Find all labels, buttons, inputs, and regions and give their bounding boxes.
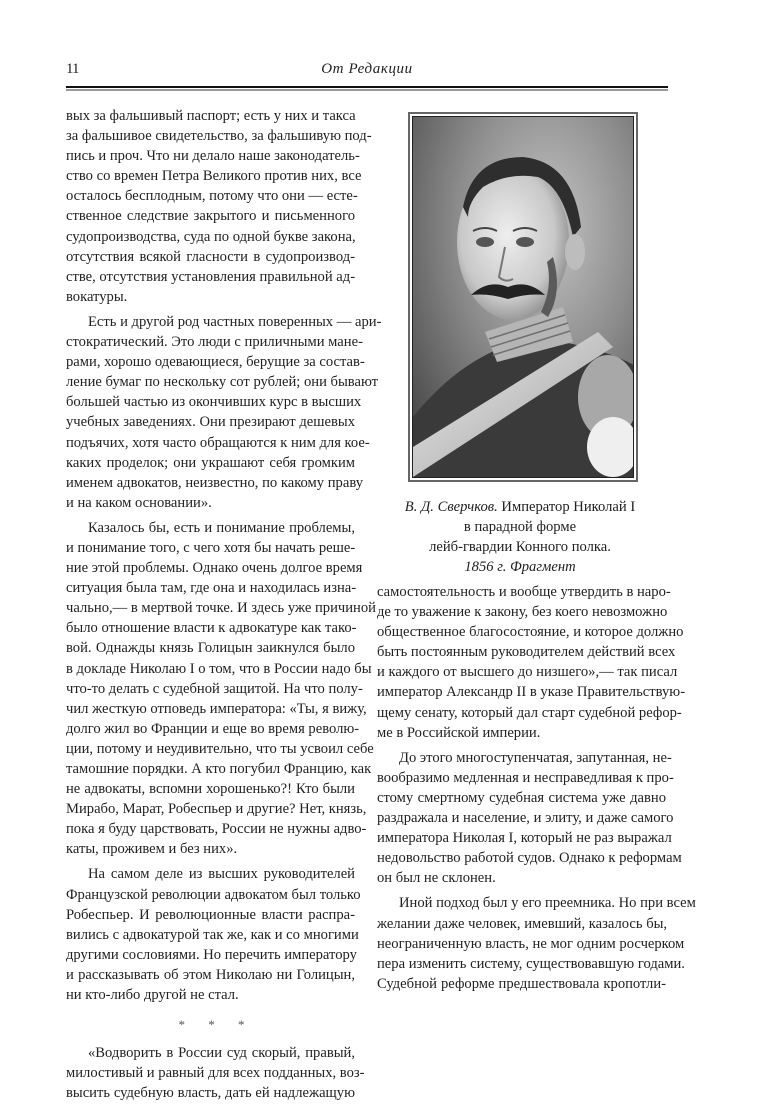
paragraph xyxy=(66,864,361,1005)
text-line: вообразимо медленная и несправедливая к про- xyxy=(377,769,674,786)
paragraph xyxy=(377,582,686,743)
text-line: императора Николая I, который не раз выражал xyxy=(377,830,672,847)
caption-line: в парадной форме xyxy=(463,519,577,536)
text-line: ситуация была там, где она и находилась изна- xyxy=(66,580,357,597)
text-line: высить судебную власть, дать ей надлежащую xyxy=(66,1085,355,1102)
paragraph xyxy=(66,106,372,307)
paragraph xyxy=(377,748,682,889)
text-line: До этого многоступенчатая, запутанная, не- xyxy=(399,749,672,766)
text-line: за фальшивое свидетельство, за фальшивую под- xyxy=(66,128,372,145)
running-title: От Редакции xyxy=(321,61,413,77)
text-line: пера изменить систему, существовавшую годами. xyxy=(377,955,685,972)
quote-paragraph xyxy=(66,1043,365,1103)
text-line: император Александр II в указе Правительствую- xyxy=(377,684,686,701)
text-line: ции, потому и неудивительно, что ты усвоил себе xyxy=(66,740,374,757)
portrait-figure xyxy=(408,112,638,482)
caption-author: В. Д. Сверчков. xyxy=(404,499,498,515)
text-line: другими сословиями. Но перечить императору xyxy=(66,946,357,963)
text-line: пока я буду царствовать, России не нужны адво- xyxy=(66,821,367,838)
text-line: стве, отсутствия установления правильной ад- xyxy=(66,268,356,285)
text-line: ственное следствие закрытого и письменного xyxy=(66,208,355,225)
text-line: осталось бесплодным, потому что они — есте- xyxy=(66,188,358,205)
paragraph xyxy=(66,312,382,513)
text-line: каты, проживем и без них». xyxy=(66,841,238,858)
text-line: в докладе Николаю I о том, что в России надо бы xyxy=(66,660,372,677)
caption-line: лейб-гвардии Конного полка. xyxy=(429,539,611,556)
text-line: недовольство работой судов. Однако к реформам xyxy=(377,850,682,867)
text-line: щему сенату, который дал старт судебной рефор- xyxy=(377,704,682,721)
text-line: вокатуры. xyxy=(66,288,128,305)
text-line: Французской революции адвокатом был только xyxy=(66,886,361,903)
text-line: и рассказывать об этом Николаю ни Голицын, xyxy=(66,966,355,983)
text-line: общественное благосостояние, и которое должно xyxy=(377,624,684,641)
section-separator: * * * xyxy=(178,1017,255,1033)
text-line: не адвокаты, вспомни хорошенько?! Кто были xyxy=(66,781,355,798)
text-line: Судебной реформе предшествовала кропотли- xyxy=(377,975,666,992)
text-line: Казалось бы, есть и понимание проблемы, xyxy=(88,519,355,536)
text-line: милостивый и равный для всех подданных, воз- xyxy=(66,1065,365,1082)
text-line: стократический. Это люди с приличными мане- xyxy=(66,334,363,351)
text-line: Робеспьер. И революционные власти распра- xyxy=(66,906,355,923)
text-line: чально,— в мертвой точке. И здесь уже причиной xyxy=(66,600,376,617)
text-line: было отношение власти к адвокатуре как тако- xyxy=(66,620,357,637)
text-line: ме в Российской империи. xyxy=(377,724,541,741)
text-line: стому смертному судебная система уже давно xyxy=(377,789,666,806)
text-line: вой. Однажды князь Голицын заикнулся было xyxy=(66,640,355,657)
text-line: раздражала и население, и элиту, и даже самого xyxy=(377,810,674,827)
paragraph xyxy=(66,518,376,860)
portrait-illustration-icon xyxy=(413,117,634,478)
text-line: ство со времен Петра Великого против них, все xyxy=(66,168,362,185)
text-line: быть постоянным руководителем действий всех xyxy=(377,644,676,661)
text-line: пись и проч. Что ни делало наше законодатель- xyxy=(66,148,360,165)
text-line: именем адвокатов, неизвестно, по какому праву xyxy=(66,474,364,491)
text-line: судопроизводства, суда по одной букве закона, xyxy=(66,228,356,245)
page-number: 11 xyxy=(66,61,79,77)
text-line: чил жесткую отповедь императора: «Ты, я вижу, xyxy=(66,700,367,717)
text-line: большей частью из окончивших курс в высших xyxy=(66,394,362,411)
caption-date: 1856 г. Фрагмент xyxy=(464,559,576,576)
text-line: На самом деле из высших руководителей xyxy=(88,866,355,883)
text-line: отсутствия всякой гласности в судопроизвод- xyxy=(66,248,355,265)
text-line: и каждого от высшего до низшего»,— так писал xyxy=(377,664,678,681)
text-line: и на каком основании». xyxy=(66,494,212,511)
paragraph xyxy=(377,893,696,993)
caption-title: Император Николай I xyxy=(497,499,636,515)
text-line: ни кто-либо другой не стал. xyxy=(66,987,239,1004)
text-line: ление бумаг по нескольку сот рублей; они бывают xyxy=(66,374,379,391)
text-line: де то уважение к закону, без коего невозможно xyxy=(377,604,668,621)
left-column xyxy=(66,106,382,1109)
text-line: тамошние порядки. А кто погубил Францию, как xyxy=(66,761,372,777)
text-line: он был не склонен. xyxy=(377,870,496,887)
text-line: желании даже человек, имевший, казалось бы, xyxy=(377,915,668,932)
text-line: рами, хорошо одевающиеся, берущие за состав- xyxy=(66,354,365,371)
text-line: самостоятельность и вообще утвердить в наро- xyxy=(377,584,671,600)
text-line: и понимание того, с чего хотя бы начать реше- xyxy=(66,539,356,556)
text-line: «Водворить в России суд скорый, правый, xyxy=(88,1045,355,1062)
text-line: Есть и другой род частных поверенных — ари- xyxy=(88,313,382,330)
text-line: Иной подход был у его преемника. Но при всем xyxy=(399,895,696,912)
text-line: подъячих, хотя часто обращаются к ним для кое- xyxy=(66,434,370,451)
header-rule xyxy=(66,86,668,92)
text-line: Мирабо, Марат, Робеспьер и другие? Нет, князь, xyxy=(66,801,367,818)
text-line: вились с адвокатурой так же, как и со многими xyxy=(66,926,359,943)
right-column xyxy=(377,582,696,999)
text-line: учебных заведениях. Они презирают дешевых xyxy=(66,414,355,431)
text-line: долго жил во Франции и еще во время револю- xyxy=(66,720,360,737)
portrait-image xyxy=(412,116,634,478)
header-rule-thin xyxy=(66,89,668,91)
text-line: ние этой проблемы. Однако очень долгое время xyxy=(66,560,363,577)
text-line: вых за фальшивый паспорт; есть у них и такса xyxy=(66,108,356,124)
figure-caption xyxy=(380,497,660,577)
text-line: неограниченную власть, не мог одним росчерком xyxy=(377,935,685,952)
caption-line xyxy=(380,497,660,517)
text-line: каких проделок; они украшают себя громким xyxy=(66,454,355,471)
text-line: что-то делать с судебной защитой. На что полу- xyxy=(66,680,363,697)
